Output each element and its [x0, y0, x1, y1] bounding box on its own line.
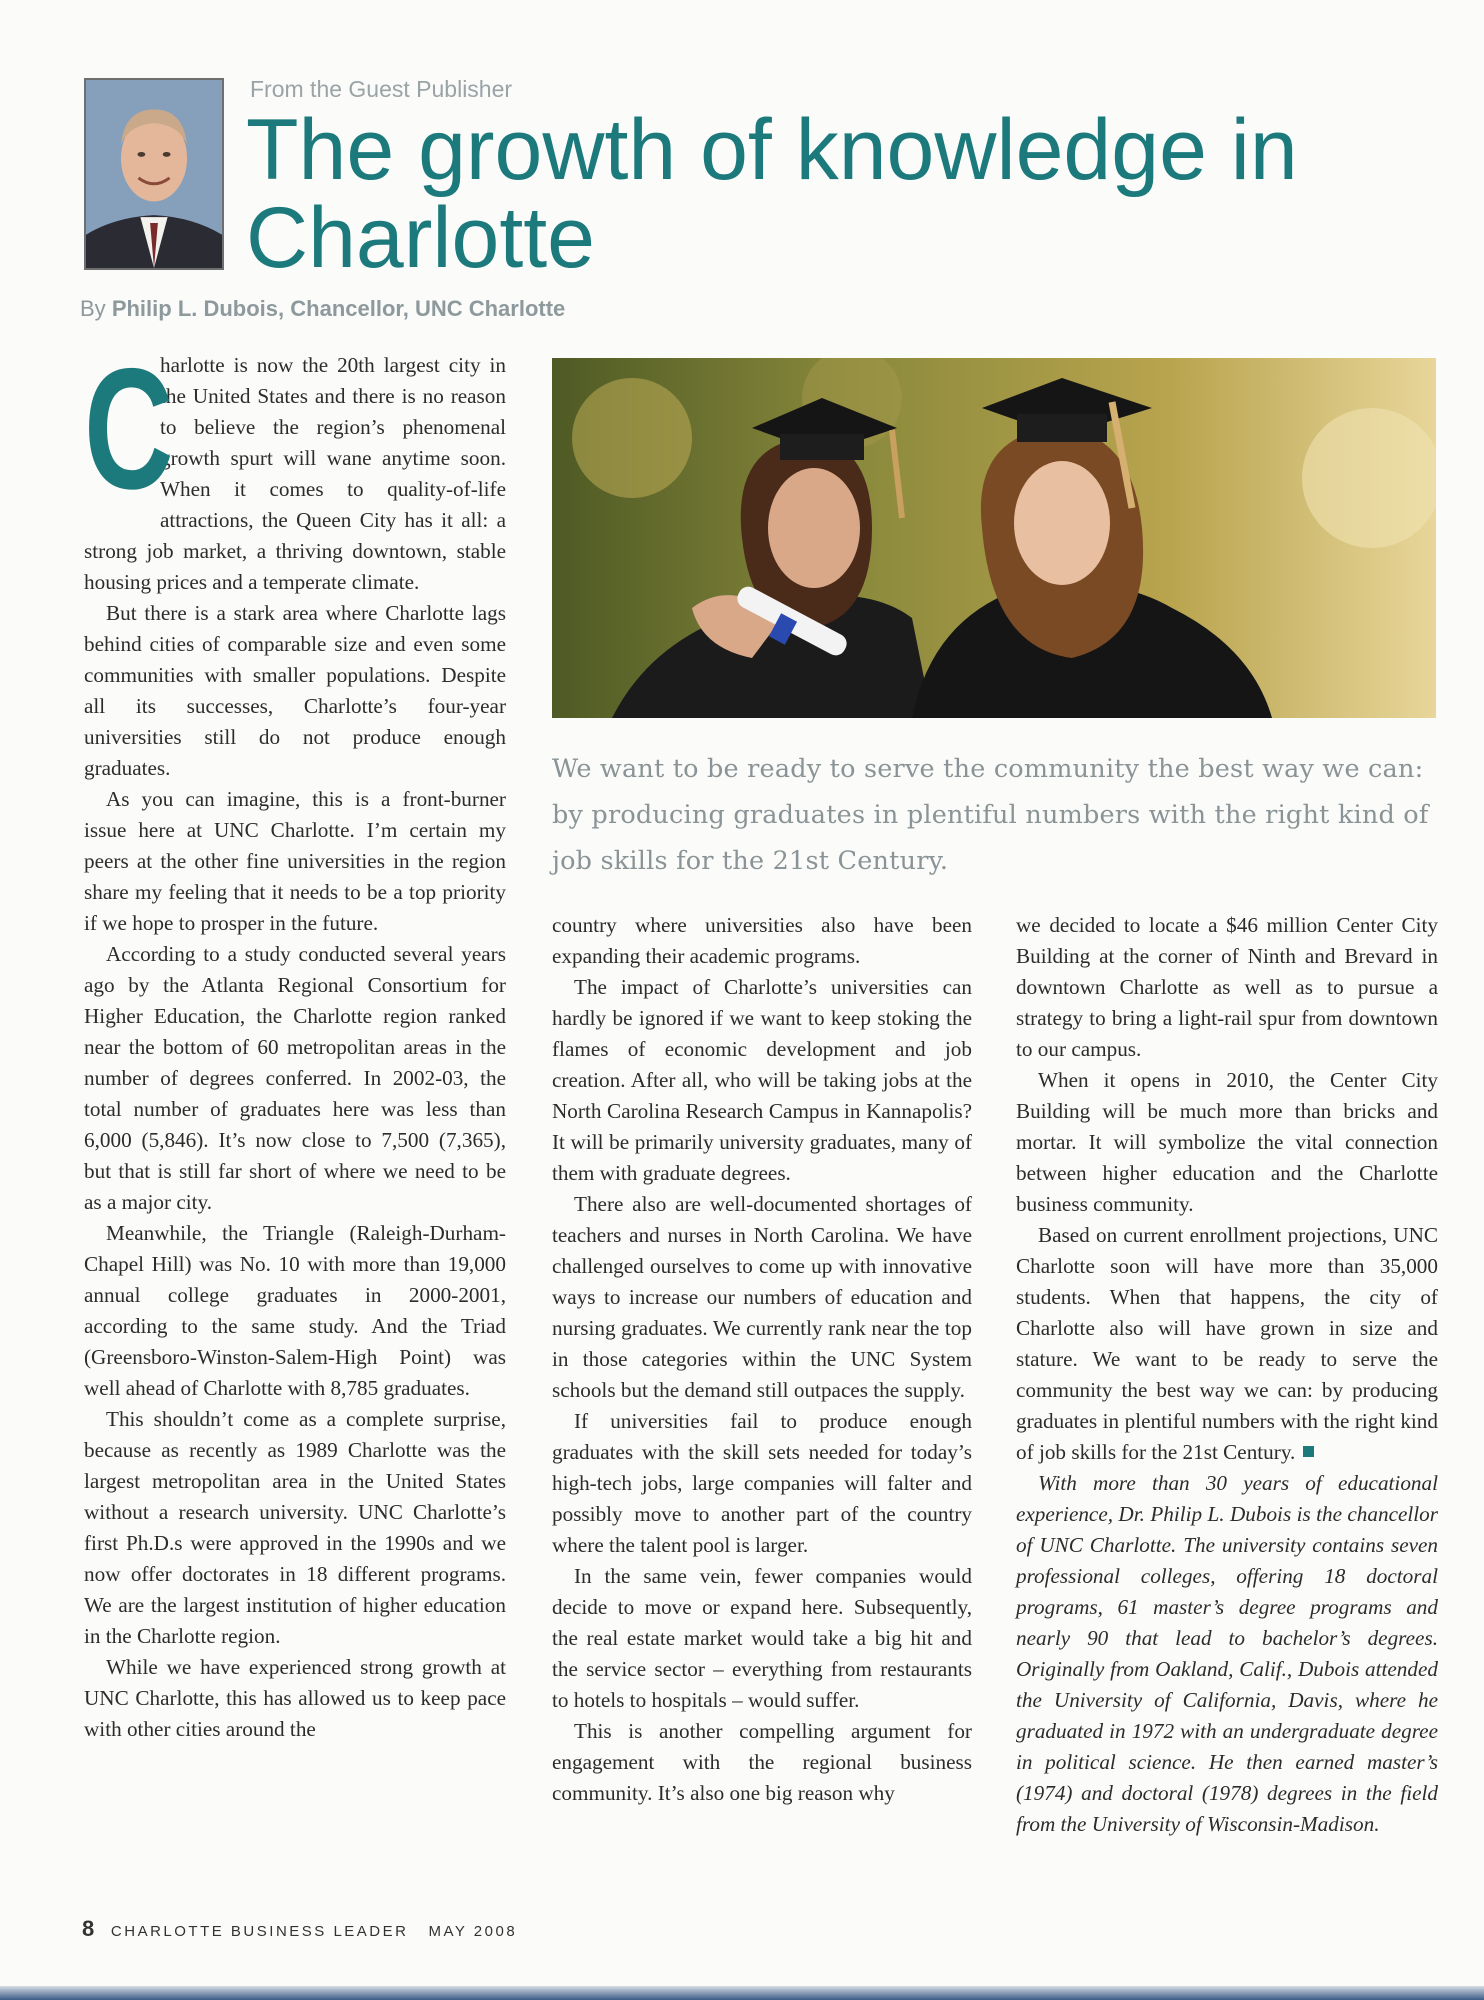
- article-paragraph: In the same vein, fewer companies would decide to move or expand here. Subsequently, the real estate market would take a big hit and the service sector – everything from restaurants to hotels to hospitals – would suffer.: [552, 1564, 972, 1712]
- article-headline: The growth of knowledge in Charlotte: [246, 102, 1298, 286]
- article-column-2: [552, 910, 972, 1809]
- article-paragraph: This shouldn’t come as a complete surprise, because as recently as 1989 Charlotte was the largest metropolitan area in the United States without a research university. UNC Charlotte’s first Ph.D.s were approved in the 1990s and we now offer doctorates in 18 different programs. We are the largest institution of higher education in the Charlotte region.: [84, 1407, 506, 1648]
- author-bio: With more than 30 years of educational experience, Dr. Philip L. Dubois is the chancellor of UNC Charlotte. The university contains seven professional colleges, offering 18 doctoral programs, 61 master’s degree programs and nearly 90 that lead to bachelor’s degrees. Originally from Oakland, Calif., Dubois attended the University of California, Davis, where he graduated in 1972 with an undergraduate degree in political science. He then earned master’s (1974) and doctoral (1978) degrees in the field from the University of Wisconsin-Madison.: [1016, 1471, 1438, 1836]
- article-paragraph: If universities fail to produce enough graduates with the skill sets needed for today’s high-tech jobs, large companies will falter and possibly move to another part of the country where the talent pool is larger.: [552, 1409, 972, 1557]
- publication-name: CHARLOTTE BUSINESS LEADER: [110, 1923, 409, 1940]
- page-edge-bar: [0, 1986, 1484, 2000]
- article-paragraph: country where universities also have been expanding their academic programs.: [552, 913, 972, 968]
- author-portrait: [84, 78, 224, 270]
- graduates-image: [552, 358, 1436, 718]
- article-paragraph: While we have experienced strong growth at UNC Charlotte, this has allowed us to keep pace with other cities around the: [84, 1655, 506, 1741]
- article-paragraph: There also are well-documented shortages of teachers and nurses in North Carolina. We have challenged ourselves to come up with innovative ways to increase our numbers of education and nursing graduates. We currently rank near the top in those categories within the UNC System schools but the demand still outpaces the supply.: [552, 1192, 972, 1402]
- end-mark-icon: [1303, 1446, 1314, 1457]
- opening-text: harlotte is now the 20th largest city in the United States and there is no reason to believe the region’s phenomenal growth spurt will wane anytime soon. When it comes to quality-of-life attractions, the Queen City has it all: a strong job market, a thriving downtown, stable housing prices and a temperate climate.: [84, 353, 506, 594]
- article-paragraph: Meanwhile, the Triangle (Raleigh-Durham-Chapel Hill) was No. 10 with more than 19,000 annual college graduates in 2000-2001, according to the same study. And the Triad (Greensboro-Winston-Salem-High Point) was well ahead of Charlotte with 8,785 graduates.: [84, 1221, 506, 1400]
- article-paragraph: [84, 333, 506, 598]
- byline: [80, 296, 565, 322]
- article-paragraph: As you can imagine, this is a front-burner issue here at UNC Charlotte. I’m certain my peers at the other fine universities in the region share my feeling that it needs to be a top priority if we hope to prosper in the future.: [84, 787, 506, 935]
- article-column-1: [84, 333, 506, 1745]
- byline-prefix: By: [80, 296, 106, 321]
- pull-quote: We want to be ready to serve the community the best way we can: by producing graduates in plentiful numbers with the right kind of job skills for the 21st Century.: [552, 754, 1429, 876]
- article-paragraph: we decided to locate a $46 million Center City Building at the corner of Ninth and Brevard in downtown Charlotte as well as to pursue a strategy to bring a light-rail spur from downtown to our campus.: [1016, 913, 1438, 1061]
- page-number: 8: [82, 1916, 95, 1941]
- article-paragraph: But there is a stark area where Charlotte lags behind cities of comparable size and even some communities with smaller populations. Despite all its successes, Charlotte’s four-year universities still do not produce enough graduates.: [84, 601, 506, 780]
- portrait-image: [86, 80, 222, 268]
- drop-cap: C: [84, 333, 174, 525]
- page-footer: [82, 1916, 517, 1942]
- article-paragraph: [1016, 1220, 1438, 1468]
- article-column-3: [1016, 910, 1438, 1840]
- article-paragraph: When it opens in 2010, the Center City Building will be much more than bricks and mortar. It will symbolize the vital connection between higher education and the Charlotte business community.: [1016, 1068, 1438, 1216]
- graduates-photo: [552, 358, 1436, 718]
- issue-date: MAY 2008: [428, 1923, 518, 1940]
- article-paragraph: This is another compelling argument for engagement with the regional business community. It’s also one big reason why: [552, 1719, 972, 1805]
- section-kicker: From the Guest Publisher: [250, 76, 513, 102]
- closing-paragraph-text: Based on current enrollment projections, UNC Charlotte soon will have more than 35,000 students. When that happens, the city of Charlotte also will have grown in size and stature. We want to be ready to serve the community the best way we can: by producing graduates in plentiful numbers with the right kind of job skills for the 21st Century.: [1016, 1223, 1438, 1464]
- article-paragraph: The impact of Charlotte’s universities can hardly be ignored if we want to keep stoking the flames of economic development and job creation. After all, who will be taking jobs at the North Carolina Research Campus in Kannapolis? It will be primarily university graduates, many of them with graduate degrees.: [552, 975, 972, 1185]
- article-paragraph: According to a study conducted several years ago by the Atlanta Regional Consortium for Higher Education, the Charlotte region ranked near the bottom of 60 metropolitan areas in the number of degrees conferred. In 2002-03, the total number of graduates here was less than 6,000 (5,846). It’s now close to 7,500 (7,365), but that is still far short of where we need to be as a major city.: [84, 942, 506, 1214]
- byline-author: Philip L. Dubois, Chancellor, UNC Charlotte: [111, 296, 566, 321]
